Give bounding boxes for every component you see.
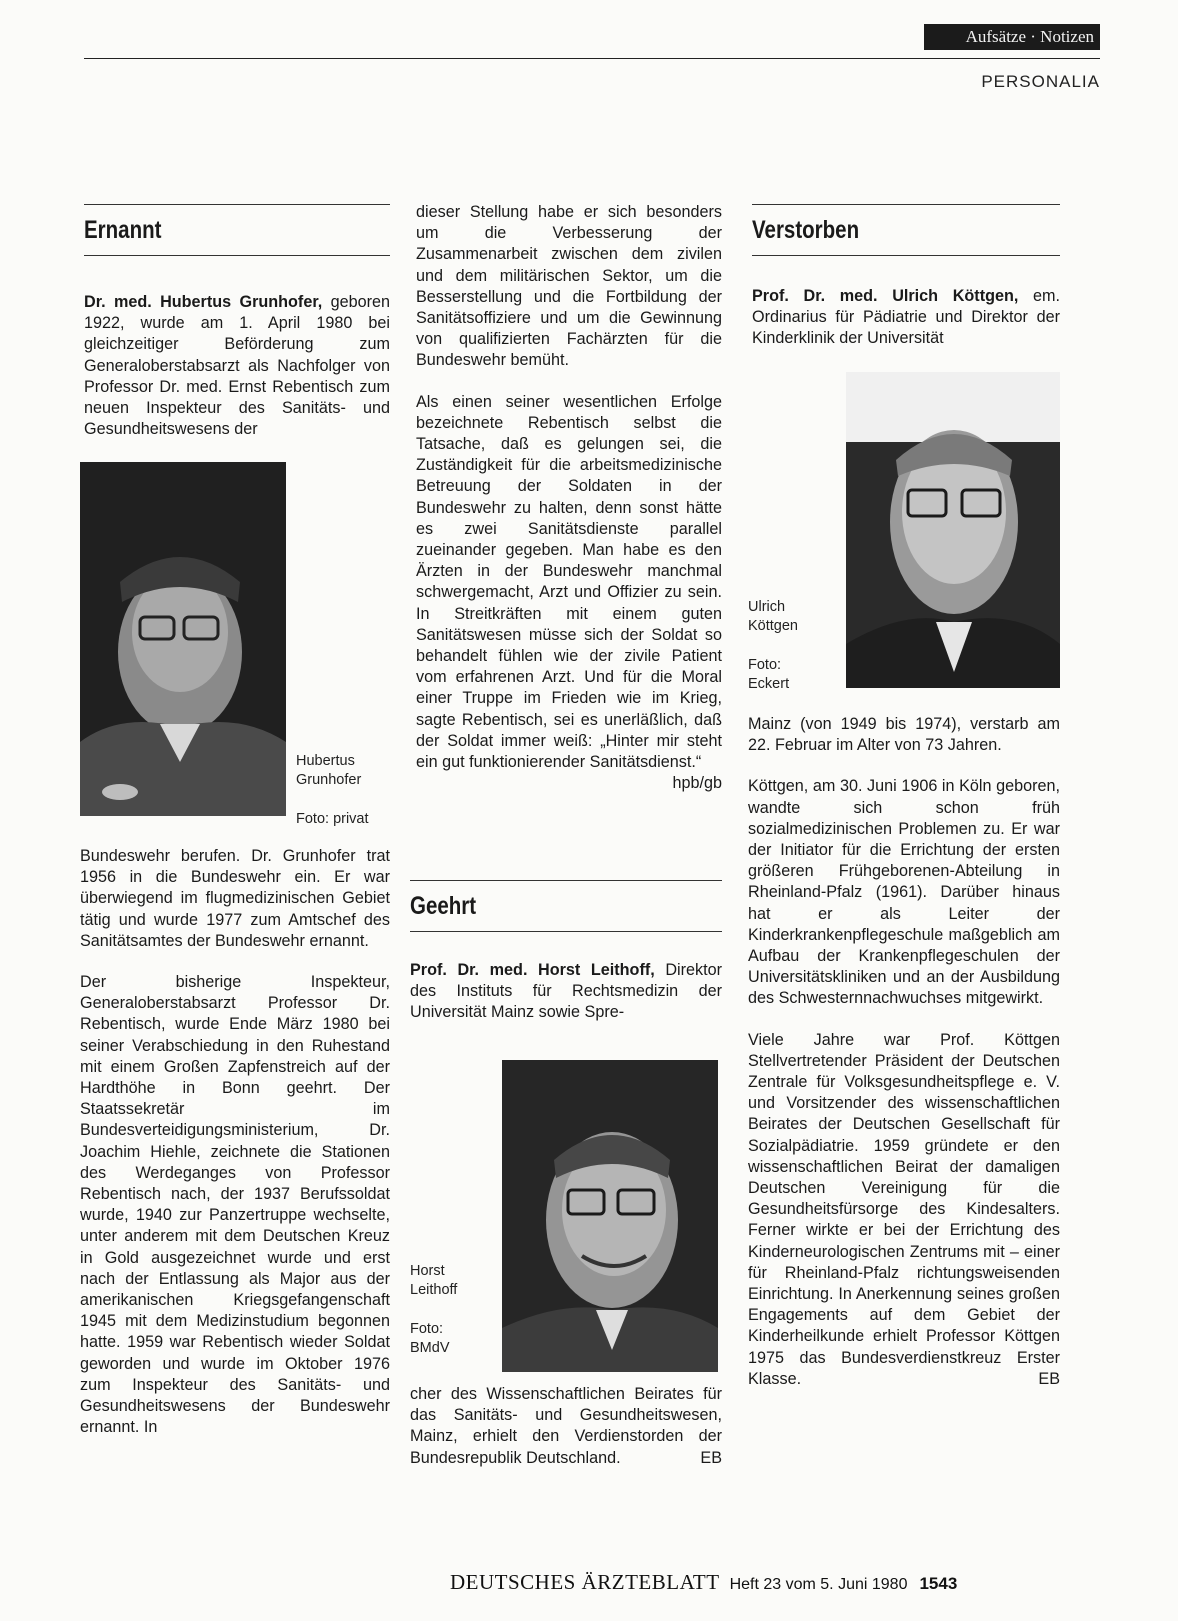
- heading-geehrt: Geehrt: [410, 892, 477, 920]
- paragraph: Viele Jahre war Prof. Köttgen Stellvertretender Präsident der Deutschen Zentrale für Volksgesundheitspflege e. V. und Vorsitzender des wissenschaftlichen Beirates der Deutschen Gesellschaft für Sozialpädiatrie. 1959 gründete er den wissenschaftlichen Beirat der damaligen Deutschen Vereinigung für die Gesundheitsfürsorge des Kindesalters. Ferner wirkte er bei der Errichtung des Kinderneurologischen Zentrums mit – einer für Rheinland-Pfalz richtungsweisenden Einrichtung. In Anerkennung seines großen Engagements auf dem Gebiet der Kinderheilkunde erhielt Professor Köttgen 1975 das Bundesverdienstkreuz Erster Klasse. EB: [748, 1030, 1060, 1390]
- header-rule: [84, 58, 1100, 59]
- paragraph: dieser Stellung habe er sich besonders um die Verbesserung der Zusammenarbeit zwischen dem zivilen und dem militärischen Sektor, um die Besserstellung und die Fortbildung der Sanitätsoffiziere und um die Gewinnung von qualifizierten Fachärzten für die Bundeswehr bemüht.: [416, 203, 722, 370]
- section-tag: Aufsätze · Notizen: [924, 24, 1100, 50]
- heading-ernannt: Ernannt: [84, 216, 162, 244]
- rubric: PERSONALIA: [981, 72, 1100, 91]
- paragraph: Der bisherige Inspekteur, Generaloberstabsarzt Professor Dr. Rebentisch, wurde Ende März 1980 bei seiner Verabschiedung in den Ruhestand mit einem Großen Zapfenstreich auf der Hardthöhe in Bonn geehrt. Der Staatssekretär im Bundesverteidigungsministerium, Dr. Joachim Hiehle, zeichnete die Stationen des Werdeganges von Professor Rebentisch nach, der 1937 Berufssoldat wurde, 1940 zur Panzertruppe wechselte, unter anderem mit dem Deutschen Kreuz in Gold ausgezeichnet wurde und erst nach der Entlassung als Major aus der amerikanischen Kriegsgefangenschaft 1945 mit dem Medizinstudium begonnen hatte. 1959 war Rebentisch wieder Soldat geworden und wurde im Oktober 1976 zum Inspekteur des Sanitäts- und Gesundheitswesens der Bundeswehr ernannt. In: [80, 973, 390, 1437]
- caption-name-line-1: Ulrich: [748, 599, 786, 615]
- verstorben-intro: [752, 286, 1060, 350]
- heading-ernannt-block: [84, 204, 390, 256]
- paragraph: cher des Wissenschaftlichen Beirates für das Sanitäts- und Gesundheitswesen, Mainz, erhielt den Verdienstorden der Bundesrepublik Deutschland. EB: [410, 1384, 722, 1469]
- issue-info: Heft 23 vom 5. Juni 1980: [729, 1576, 908, 1593]
- photo-grunhofer: [80, 462, 286, 816]
- geehrt-body: [410, 1384, 722, 1469]
- ernannt-body: [80, 846, 390, 1438]
- photo-credit: Foto: privat: [296, 811, 369, 827]
- heading-verstorben: Verstorben: [752, 216, 860, 244]
- caption-koettgen: [748, 598, 838, 694]
- caption-name-line-1: Horst: [410, 1263, 445, 1279]
- ernannt-continued: [416, 202, 722, 794]
- page-footer: [450, 1570, 957, 1595]
- verstorben-body: [748, 714, 1060, 1390]
- geehrt-intro: [410, 960, 722, 1024]
- person-name-koettgen: Prof. Dr. med. Ulrich Köttgen,: [752, 287, 1019, 305]
- heading-verstorben-block: [752, 204, 1060, 256]
- person-name-leithoff: Prof. Dr. med. Horst Leithoff,: [410, 961, 655, 979]
- heading-geehrt-block: [410, 880, 722, 932]
- page-number: 1543: [919, 1574, 958, 1593]
- intro-text: Direktor des Instituts für Rechtsmedizin der Universität Mainz sowie Spre-: [410, 961, 722, 1022]
- signature: EB: [1038, 1369, 1060, 1388]
- heading-rule-bottom: [410, 931, 722, 932]
- photo-credit-label: Foto:: [748, 657, 782, 673]
- caption-name-line-2: Köttgen: [748, 618, 798, 634]
- person-name-grunhofer: Dr. med. Hubertus Grunhofer,: [84, 293, 323, 311]
- heading-rule-bottom: [752, 255, 1060, 256]
- caption-name-line-2: Grunhofer: [296, 772, 362, 788]
- intro-text: em. Ordinarius für Pädiatrie und Direktor der Kinderklinik der Universität: [752, 287, 1061, 348]
- photo-leithoff: [502, 1060, 718, 1372]
- caption-leithoff: [410, 1262, 500, 1358]
- caption-name-line-2: Leithoff: [410, 1282, 458, 1298]
- signature: hpb/gb: [672, 774, 722, 793]
- paragraph: Als einen seiner wesentlichen Erfolge bezeichnete Rebentisch selbst die Tatsache, daß es gelungen sei, die Zuständigkeit für die arbeitsmedizinische Betreuung der Soldaten in der Bundeswehr zu halten, denn sonst hätte es zwei Sanitätsdienste parallel zueinander gegeben. Man habe es den Ärzten in der Bundeswehr manchmal schwergemacht, Arzt und Offizier zu sein. In Streitkräften mit einem guten Sanitätswesen müsse sich der Soldat so behandelt fühlen wie der zivile Patient vom erfahrenen Arzt. Und für die Moral einer Truppe im Frieden wie im Krieg, sagte Rebentisch, sei es unerläßlich, daß der Soldat immer weiß: „Hinter mir steht ein gut funktionierender Sanitätsdienst.“ hpb/gb: [416, 392, 722, 774]
- photo-koettgen: [846, 372, 1060, 688]
- caption-name-line-1: Hubertus: [296, 753, 355, 769]
- paragraph: Bundeswehr berufen. Dr. Grunhofer trat 1956 in die Bundeswehr ein. Er war überwiegend im flugmedizinischen Gebiet tätig und wurde 1977 zum Amtschef des Sanitätsamtes der Bundeswehr ernannt.: [80, 847, 390, 950]
- photo-credit-label: Foto:: [410, 1321, 444, 1337]
- paragraph: Köttgen, am 30. Juni 1906 in Köln geboren, wandte sich schon früh sozialmedizinischen Problemen zu. Er war der Initiator für die Errichtung der ersten größeren Frühgeborenen-Abteilung in Rheinland-Pfalz (1961). Darüber hinaus hat er als Leiter der Kinderkrankenpflegeschule maßgeblich am Aufbau der Krankenpflegeschulen der Universitätskliniken und an der Ausbildung des Schwesternnachwuchses mitgewirkt.: [748, 777, 1060, 1008]
- journal-title: DEUTSCHES ÄRZTEBLATT: [450, 1570, 720, 1594]
- intro-text: geboren 1922, wurde am 1. April 1980 bei gleichzeitiger Beförderung zum Generaloberstabsarzt als Nachfolger von Professor Dr. med. Ernst Rebentisch zum neuen Inspekteur des Sanitäts- und Gesundheitswesens der: [84, 293, 390, 439]
- paragraph: Mainz (von 1949 bis 1974), verstarb am 22. Februar im Alter von 73 Jahren.: [748, 715, 1060, 755]
- ernannt-intro: [84, 292, 390, 440]
- photo-credit-source: Eckert: [748, 676, 790, 692]
- signature: EB: [700, 1448, 722, 1467]
- heading-rule-bottom: [84, 255, 390, 256]
- caption-grunhofer: [296, 752, 396, 829]
- photo-credit-source: BMdV: [410, 1340, 450, 1356]
